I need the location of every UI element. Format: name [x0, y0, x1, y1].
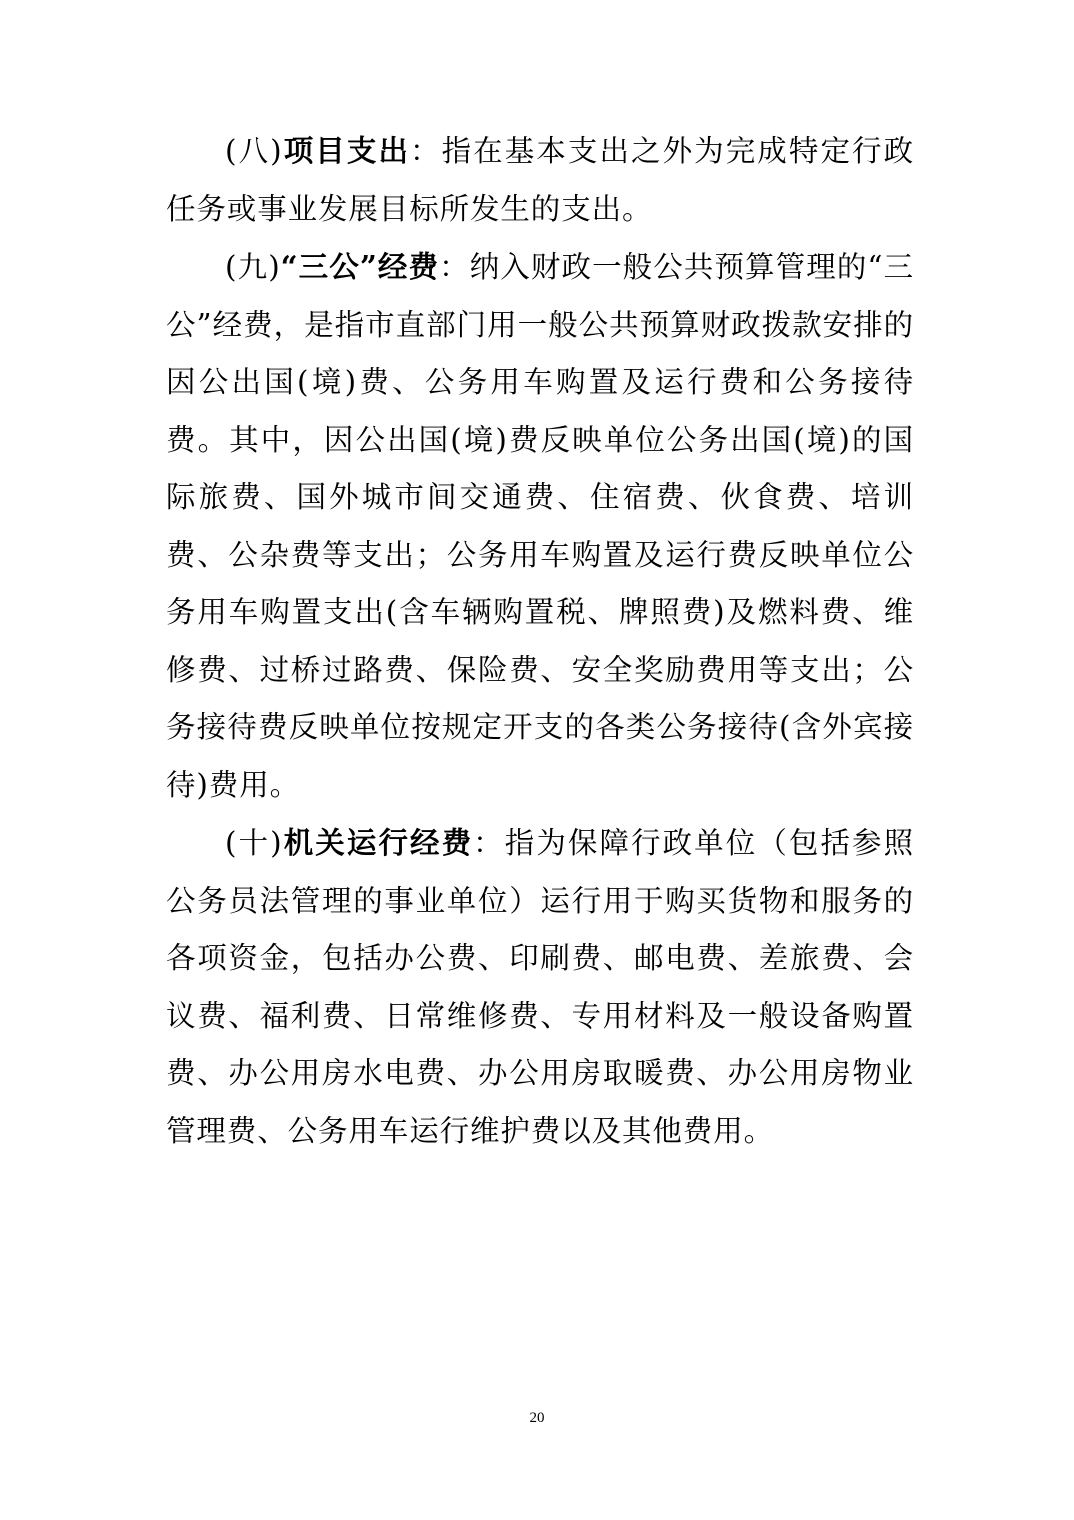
- definition-text: 指为保障行政单位（包括参照公务员法管理的事业单位）运行用于购买货物和服务的各项资金，包括办公费、印刷费、邮电费、差旅费、会议费、福利费、日常维修费、专用材料及一般设备购置费、办公用房水电费、办公用房取暖费、办公用房物业管理费、公务用车运行维护费以及其他费用。: [166, 826, 915, 1148]
- term-colon: ：: [410, 134, 442, 168]
- definition-text: 纳入财政一般公共预算管理的“三公”经费，是指市直部门用一般公共预算财政拨款安排的因公出国(境)费、公务用车购置及运行费和公务接待费。其中，因公出国(境)费反映单位公务出国(境)的国际旅费、国外城市间交通费、住宿费、伙食费、培训费、公杂费等支出；公务用车购置及运行费反映单位公务用车购置支出(含车辆购置税、牌照费)及燃料费、维修费、过桥过路费、保险费、安全奖励费用等支出；公务接待费反映单位按规定开支的各类公务接待(含外宾接待)费用。: [166, 250, 914, 802]
- term-colon: ：: [473, 826, 505, 860]
- paragraph-project-expenditure: [166, 122, 914, 238]
- term-colon: ：: [439, 250, 470, 284]
- term-three-public-expenses: “三公”经费: [280, 249, 440, 284]
- term-project-expenditure: 项目支出: [282, 133, 411, 168]
- paragraph-operating-expenses: [166, 814, 914, 1160]
- item-number: (八): [225, 134, 283, 168]
- term-operating-expenses: 机关运行经费: [282, 825, 474, 860]
- document-body: [166, 122, 914, 1160]
- item-number: (九): [225, 250, 281, 284]
- paragraph-three-public-expenses: [166, 238, 914, 814]
- page-number: 20: [529, 1410, 545, 1426]
- item-number: (十): [225, 826, 283, 860]
- definition-text: 指在基本支出之外为完成特定行政任务或事业发展目标所发生的支出。: [166, 134, 914, 226]
